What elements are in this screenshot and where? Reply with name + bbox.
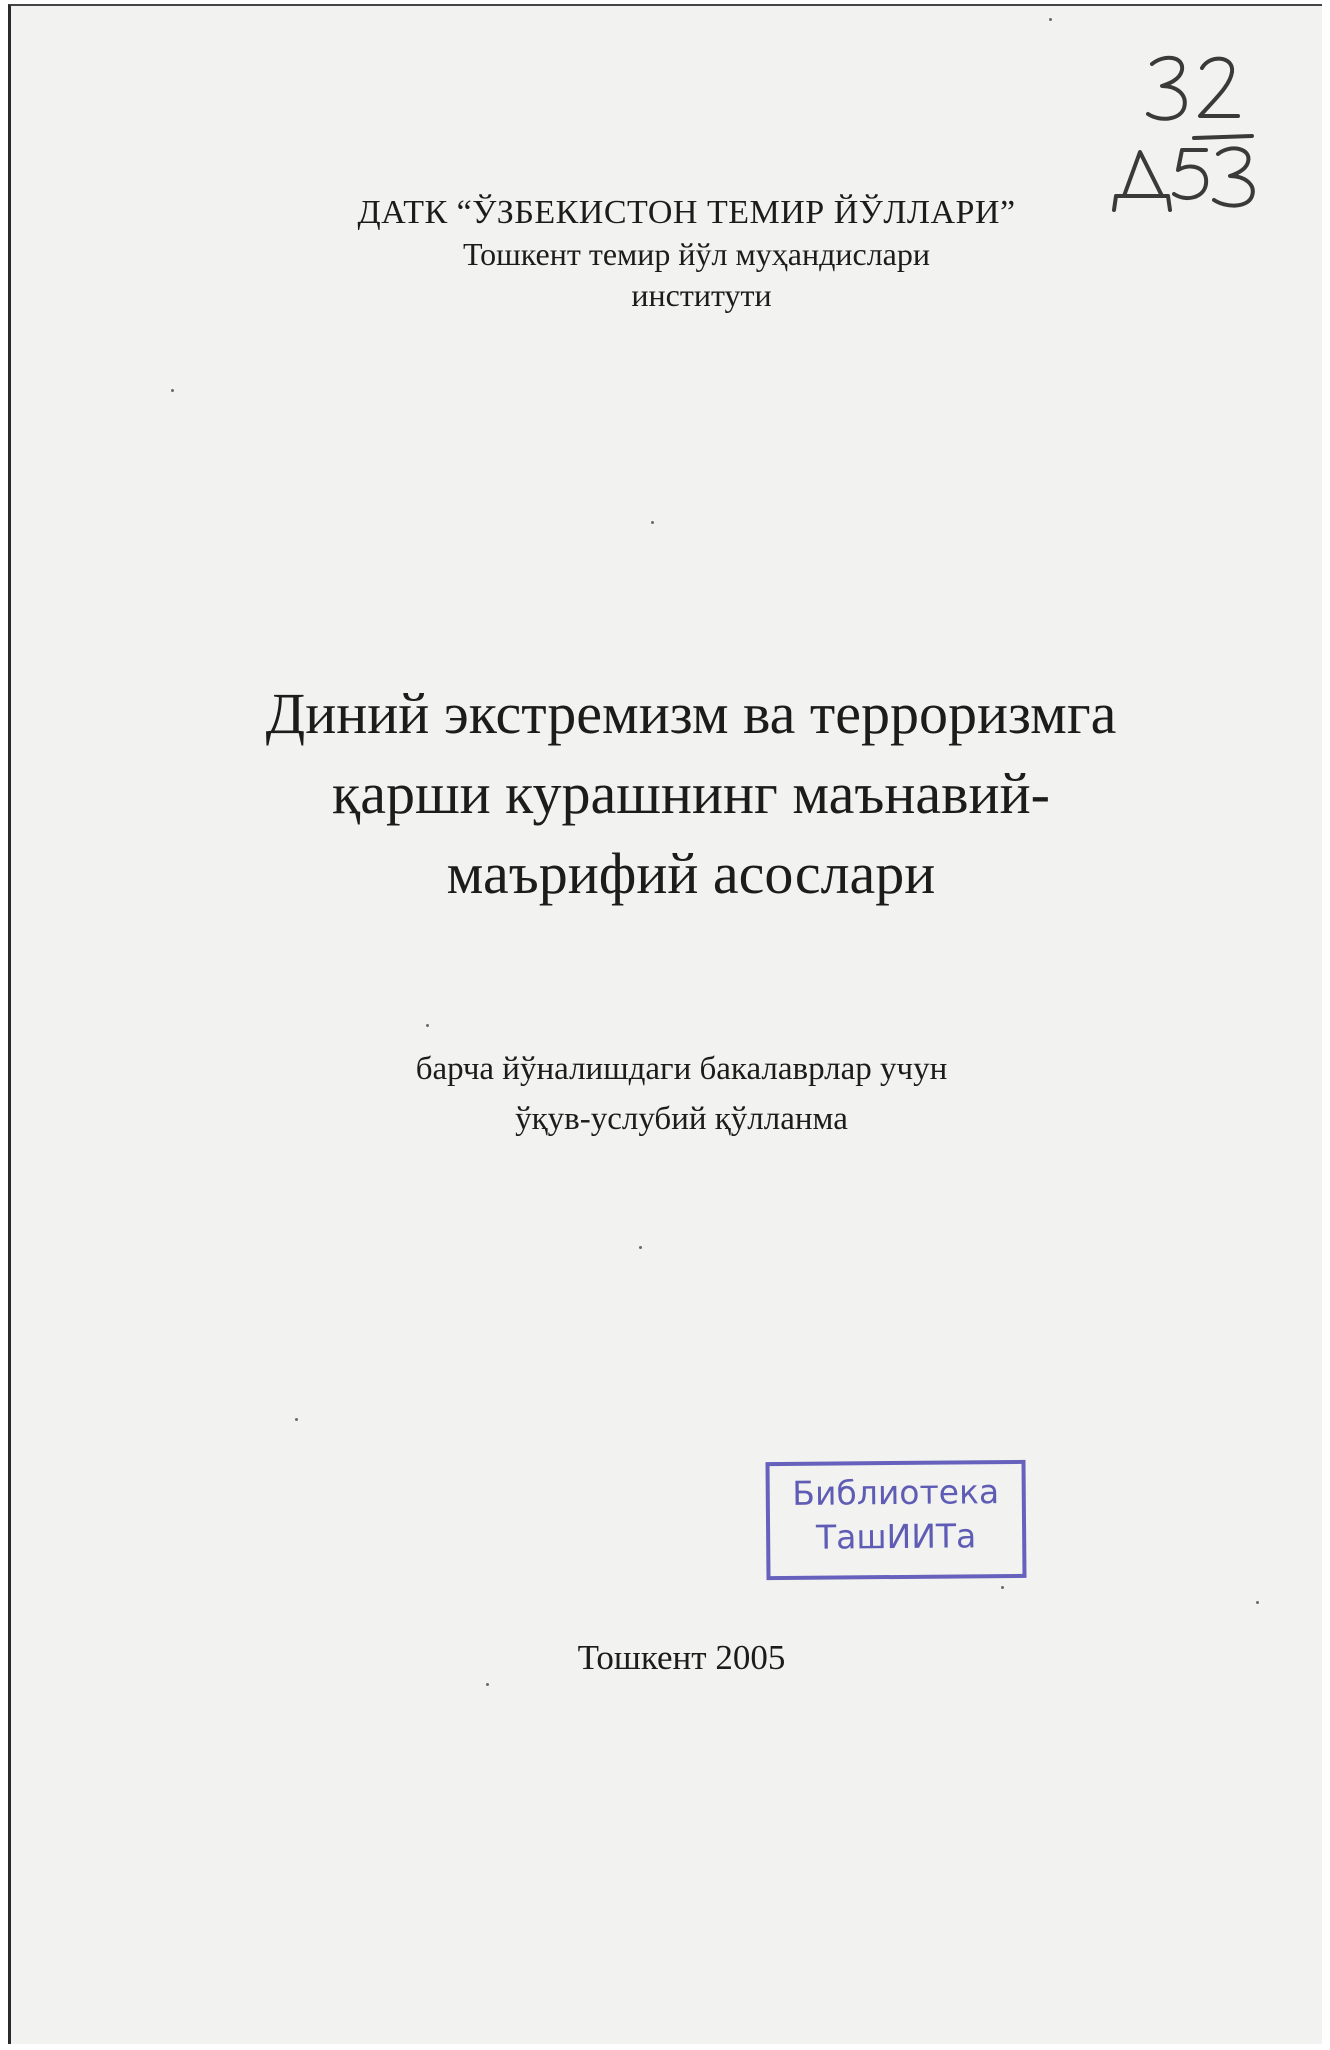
scan-speck [1256,1601,1259,1604]
title-line: қарши курашнинг маънавий- [332,761,1050,826]
scan-speck [639,1246,642,1249]
document-subtitle [11,1044,1322,1144]
place-and-year: Тошкент 2005 [577,1638,786,1677]
stamp-line: ТашИИТа [815,1516,977,1557]
title-line: Диний экстремизм ва терроризмга [265,681,1117,746]
handwritten-call-number [1102,46,1272,216]
institute-name-continued: институти [631,277,772,313]
subtitle-line: барча йўналишдаги бакалаврлар учун [415,1051,948,1087]
scan-speck [486,1683,489,1686]
scan-speck [1001,1586,1004,1589]
scan-speck [295,1418,298,1421]
institution-header [11,194,1322,314]
title-line: маърифий асослари [446,841,936,906]
subtitle-line: ўқув-услубий қўлланма [515,1101,848,1137]
library-stamp [765,1460,1026,1580]
scan-speck [426,1024,429,1027]
document-page [8,4,1322,2044]
scan-speck [1049,18,1052,21]
stamp-line: Библиотека [792,1472,1000,1513]
scan-speck [651,521,654,524]
document-title [161,674,1221,914]
institute-name: Тошкент темир йўл муҳандислари [463,236,930,272]
organization-name: ДАТК “ЎЗБЕКИСТОН ТЕМИР ЙЎЛЛАРИ” [357,194,1016,231]
scan-speck [171,389,174,392]
